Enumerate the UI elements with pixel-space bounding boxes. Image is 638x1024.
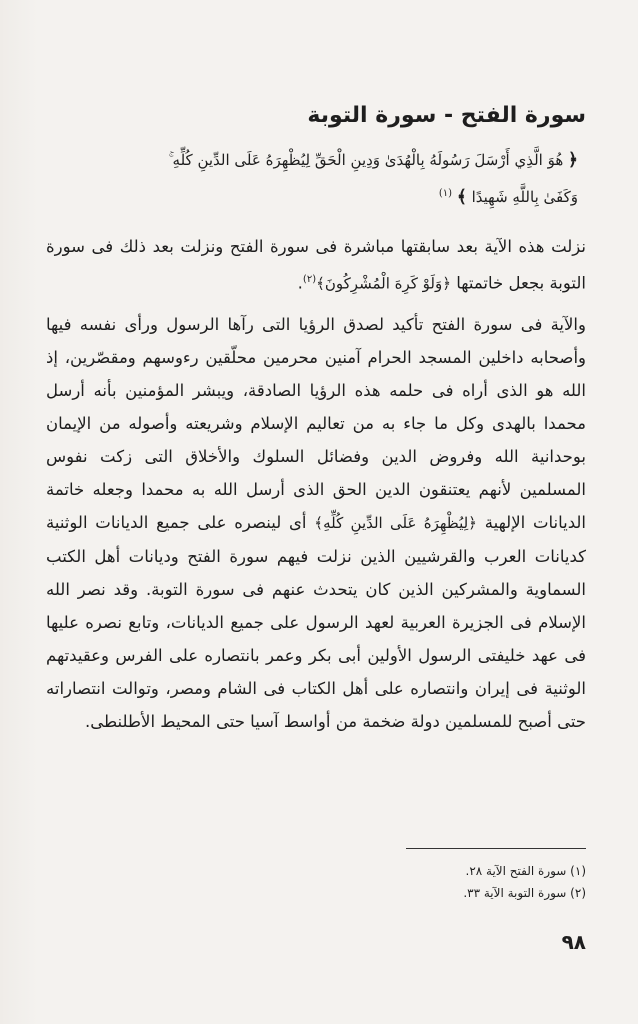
verse-close-bracket: ﴾ xyxy=(456,187,467,207)
paragraph-1-end: . xyxy=(297,273,303,293)
footnote-1: (١) سورة الفتح الآية ٢٨. xyxy=(465,864,586,878)
paragraph-1-quote: ﴿وَلَوْ كَرِهَ الْمُشْرِكُونَ﴾ xyxy=(316,274,452,293)
footnote-divider xyxy=(406,848,586,849)
paragraph-2-quote: ﴿لِيُظْهِرَهُ عَلَى الدِّينِ كُلِّهِ﴾ xyxy=(314,513,477,532)
footnote-2: (٢) سورة التوبة الآية ٣٣. xyxy=(463,886,586,900)
page-title: سورة الفتح - سورة التوبة xyxy=(307,103,586,128)
verse-open-bracket: ﴿ xyxy=(568,150,578,170)
verse-text-line1: هُوَ الَّذِي أَرْسَلَ رَسُولَهُ بِالْهُدَىٰ وَدِينِ الْحَقِّ لِيُظْهِرَهُ عَلَى الدِّينِ كُلِّهِ ۚ xyxy=(168,151,564,169)
main-text xyxy=(46,230,586,738)
paragraph-1 xyxy=(46,230,586,301)
verse-text-line2: وَكَفَىٰ بِاللَّهِ شَهِيدًا xyxy=(471,188,578,206)
paragraph-2-part2: أى لينصره على جميع الديانات الوثنية كديانات العرب والقرشيين الذين نزلت فيهم سورة الفتح وديانات أهل الكتب السماوية والمشركين الذين كان يتحدث عنهم فى سورة التوبة. وقد نصر الله الإسلام فى الجزيرة العربية لعهد الرسول على جميع الديانات، وتابع نصره عليها فى عهد خليفتى الرسول الأولين أبى بكر وعمر بانتصاره على الفرس وعقيدتهم الوثنية فى إيران وانتصاره على أهل الكتاب فى الشام ومصر، وتوالت انتصاراته حتى أصبح للمسلمين دولة ضخمة من أواسط آسيا حتى المحيط الأطلنطى. xyxy=(46,512,586,731)
paragraph-1-ref: (٢) xyxy=(302,274,317,285)
verse-footnote-ref: (١) xyxy=(438,188,453,199)
paragraph-2-part1: والآية فى سورة الفتح تأكيد لصدق الرؤيا التى رآها الرسول ورأى نفسه فيها وأصحابه داخلين المسجد الحرام آمنين محرمين محلّقين رءوسهم ومقصّرين، إذ الله هو الذى أراه فى حلمه هذه الرؤيا الصادقة، ويبشر المؤمنين بأنه أرسل محمدا بالهدى وكل ما جاء به من تعاليم الإسلام وشريعته وأصوله من الإيمان بوحدانية الله وفروض الدين وفضائل السلوك والأخلاق التى زكت نفوس المسلمين لأنهم يعتنقون الدين الحق الذى أرسل الله به محمدا وجعله خاتمة الديانات الإلهية xyxy=(46,314,587,532)
quran-verse xyxy=(98,143,578,214)
page-number: ٩٨ xyxy=(561,930,586,954)
footnotes xyxy=(286,860,586,904)
paragraph-2 xyxy=(46,308,586,738)
paragraph-1-text: نزلت هذه الآية بعد سابقتها مباشرة فى سورة الفتح ونزلت بعد ذلك فى سورة التوبة بجعل خاتمتها xyxy=(46,237,586,293)
